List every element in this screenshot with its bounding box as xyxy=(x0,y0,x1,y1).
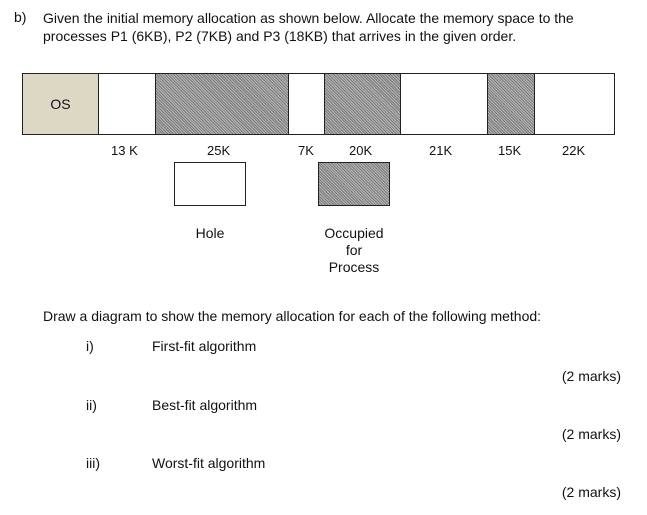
memory-occupied-20k xyxy=(325,74,401,134)
size-label-25k: 25K xyxy=(207,143,231,158)
item-text-worst-fit: Worst-fit algorithm xyxy=(152,455,266,471)
size-label-22k: 22K xyxy=(562,143,586,158)
item-text-first-fit: First-fit algorithm xyxy=(152,338,257,354)
memory-occupied-15k xyxy=(488,74,535,134)
item-marks-3: (2 marks) xyxy=(561,484,621,500)
item-marks-2: (2 marks) xyxy=(561,426,621,442)
legend-occupied-line-3: Process xyxy=(328,259,380,275)
memory-hole-7k xyxy=(289,74,325,134)
memory-hole-21k xyxy=(401,74,488,134)
legend-occupied-line-1: Occupied xyxy=(324,225,384,241)
question-text: Given the initial memory allocation as shown below. Allocate the memory space to the processes P1 (6KB), P2 (7KB) and P3 (18KB) that arrives in the given order. xyxy=(43,10,574,44)
memory-diagram xyxy=(22,73,615,135)
item-number-3: iii) xyxy=(86,455,100,471)
size-label-21k: 21K xyxy=(429,143,453,158)
size-label-7k: 7K xyxy=(298,143,314,158)
size-label-15k: 15K xyxy=(498,143,522,158)
legend-occupied-line-2: for xyxy=(345,242,363,258)
item-marks-1: (2 marks) xyxy=(561,368,621,384)
legend-occupied-swatch xyxy=(318,162,390,206)
legend-hole-swatch xyxy=(174,162,246,206)
legend-hole-label: Hole xyxy=(195,225,225,241)
question-label: b) xyxy=(14,9,27,25)
legend-occupied-label xyxy=(306,225,402,276)
size-label-13k: 13 K xyxy=(111,143,138,158)
os-label: OS xyxy=(50,96,71,112)
os-block xyxy=(23,74,99,134)
size-label-20k: 20K xyxy=(349,143,373,158)
memory-occupied-25k xyxy=(156,74,289,134)
memory-hole-22k xyxy=(535,74,614,134)
instruction-text: Draw a diagram to show the memory allocation for each of the following method: xyxy=(43,308,542,324)
memory-hole-13k xyxy=(99,74,156,134)
item-text-best-fit: Best-fit algorithm xyxy=(152,397,258,413)
item-number-2: ii) xyxy=(86,397,97,413)
item-number-1: i) xyxy=(86,338,94,354)
